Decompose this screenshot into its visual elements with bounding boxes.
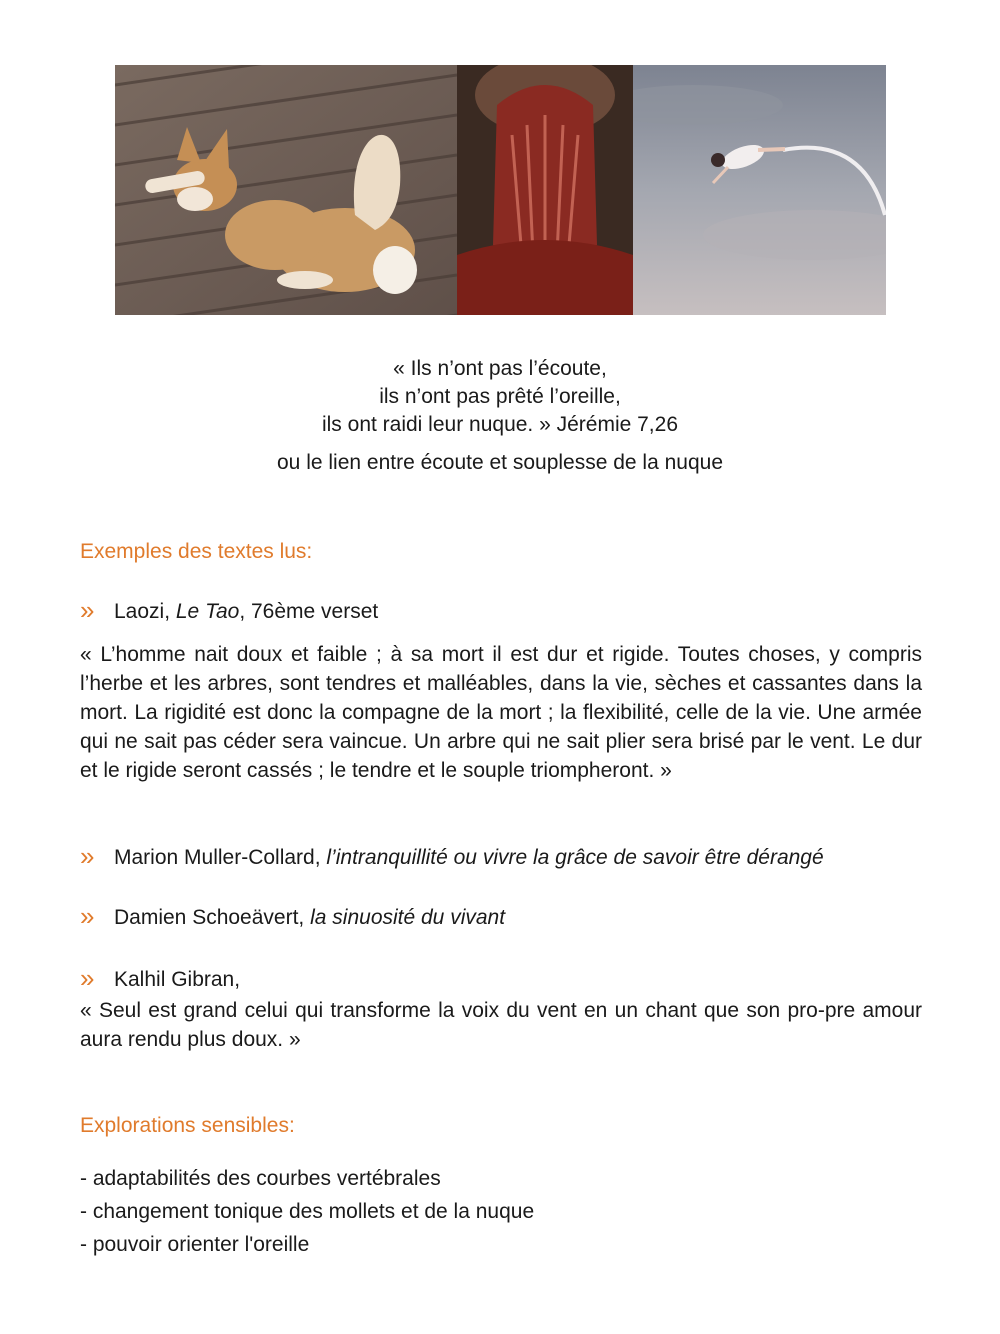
epigraph-subtitle: ou le lien entre écoute et souplesse de la nuque <box>277 451 723 474</box>
entry-suffix: , 76ème verset <box>239 600 379 623</box>
entry-title: Le Tao <box>175 600 240 623</box>
entry-gibran <box>80 964 240 994</box>
entry-schoeavert <box>80 902 505 932</box>
entry-author: Damien Schoeävert, <box>114 906 311 929</box>
acrobat-on-pole-photo <box>633 65 886 315</box>
chevron-bullet-icon: » <box>80 841 95 871</box>
entry-title: la sinuosité du vivant <box>310 906 506 929</box>
list-item: - pouvoir orienter l'oreille <box>80 1233 310 1256</box>
gibran-quote: « Seul est grand celui qui transforme la voix du vent en un chant que son pro-pre amour aura rendu plus doux. » <box>80 999 922 1051</box>
dog-stretching-photo <box>115 65 457 315</box>
photo-strip <box>115 65 886 315</box>
entry-laozi <box>80 596 378 626</box>
entry-author: Marion Muller-Collard, <box>114 846 327 869</box>
entry-author: Kalhil Gibran, <box>114 968 241 991</box>
entry-muller-collard <box>80 842 824 872</box>
anatomy-neck-muscles-photo <box>457 65 633 315</box>
list-item: - changement tonique des mollets et de la nuque <box>80 1200 535 1223</box>
chevron-bullet-icon: » <box>80 901 95 931</box>
entry-author: Laozi, <box>114 600 176 623</box>
explorations-list <box>80 1162 534 1261</box>
laozi-quote: « L’homme nait doux et faible ; à sa mort il est dur et rigide. Toutes choses, y compris l’herbe et les arbres, sont tendres et malléables, dans la vie, sèches et cassantes dans la mort. La rigidité est donc la compagne de la mort ; la flexibilité, celle de la vie. Une armée qui ne sait pas céder sera vaincue. Un arbre qui ne sait plier sera brisé par le vent. Le dur et le rigide seront cassés ; le tendre et le souple triompheront. » <box>80 643 922 782</box>
list-item: - adaptabilités des courbes vertébrales <box>80 1167 441 1190</box>
chevron-bullet-icon: » <box>80 963 95 993</box>
chevron-bullet-icon: » <box>80 595 95 625</box>
epigraph-line-2: ils n’ont pas prêté l’oreille, <box>379 385 621 408</box>
entry-title: l’intranquillité ou vivre la grâce de savoir être dérangé <box>326 846 824 869</box>
epigraph-line-3: ils ont raidi leur nuque. » Jérémie 7,26 <box>321 413 679 436</box>
section-heading-examples: Exemples des textes lus: <box>80 540 313 563</box>
epigraph <box>0 355 1000 477</box>
section-heading-explorations: Explorations sensibles: <box>80 1114 295 1137</box>
epigraph-line-1: « Ils n’ont pas l’écoute, <box>393 357 607 380</box>
